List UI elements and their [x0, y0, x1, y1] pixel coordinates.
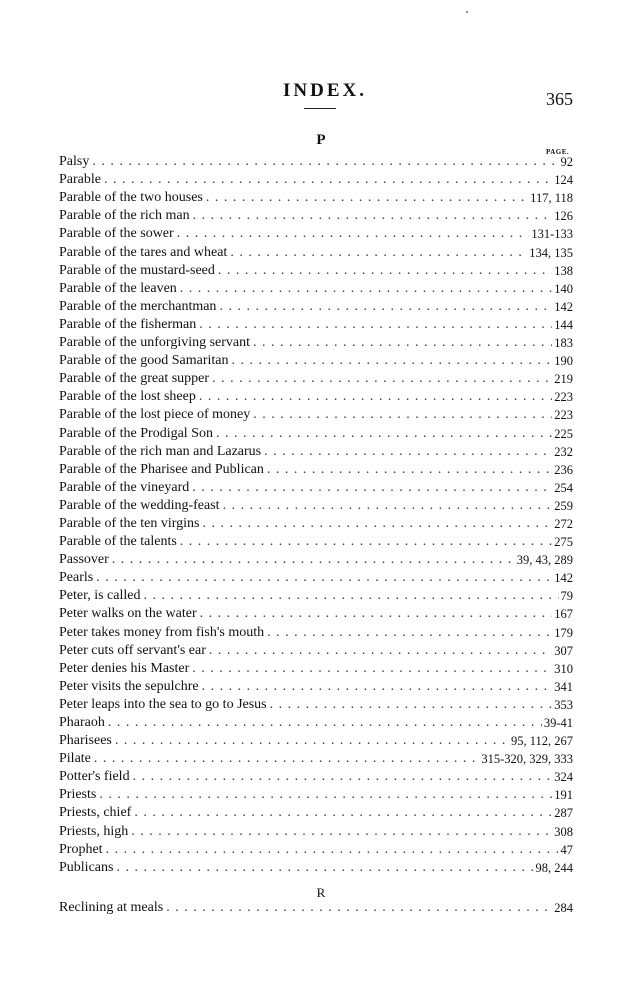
index-term: Peter cuts off servant's ear — [59, 642, 206, 658]
dot-leader — [177, 226, 530, 242]
index-term: Priests, chief — [59, 805, 132, 821]
index-page-refs: 232 — [554, 444, 573, 459]
index-page-refs: 191 — [554, 788, 573, 803]
dot-leader — [267, 625, 552, 641]
index-entry — [59, 568, 573, 586]
dot-leader — [133, 769, 553, 785]
dot-leader — [143, 588, 558, 604]
dot-leader — [253, 335, 552, 351]
dot-leader — [104, 172, 552, 188]
dot-leader — [134, 805, 552, 821]
index-entry — [59, 423, 573, 441]
index-page-refs: 223 — [554, 408, 573, 423]
index-entry — [59, 369, 573, 387]
index-term: Parable of the Pharisee and Publican — [59, 461, 264, 477]
index-entry — [59, 224, 573, 242]
section-letter-r: R — [316, 885, 326, 900]
index-term: Peter, is called — [59, 588, 141, 604]
index-term: Parable of the great supper — [59, 371, 210, 387]
dot-leader — [115, 733, 509, 749]
index-page-refs: 275 — [554, 535, 573, 550]
index-entry — [59, 604, 573, 622]
index-term: Parable of the sower — [59, 226, 174, 242]
page-column-header: PAGE. — [546, 148, 570, 156]
index-term: Parable of the unforgiving servant — [59, 335, 251, 351]
dot-leader — [232, 353, 553, 369]
index-term: Parable of the two houses — [59, 190, 203, 206]
dot-leader — [180, 281, 552, 297]
index-page-refs: 307 — [554, 643, 573, 658]
dot-leader — [106, 842, 559, 858]
index-entry — [59, 767, 573, 785]
index-term: Parable of the good Samaritan — [59, 353, 229, 369]
index-entry — [59, 514, 573, 532]
index-term: Pharaoh — [59, 715, 105, 730]
dot-leader — [264, 444, 552, 460]
index-term: Peter takes money from fish's mouth — [59, 624, 265, 640]
index-entry — [59, 460, 573, 478]
index-entry — [59, 749, 573, 767]
index-entry — [59, 695, 573, 713]
index-term: Parable of the rich man and Lazarus — [59, 443, 262, 459]
index-entry — [59, 261, 573, 279]
index-term: Parable of the talents — [59, 534, 177, 550]
index-entry — [59, 242, 573, 260]
index-term: Parable of the mustard-seed — [59, 262, 215, 278]
dot-leader — [96, 570, 552, 586]
index-entry — [59, 858, 573, 876]
section-letter-p: P — [316, 132, 326, 148]
index-term: Parable of the fisherman — [59, 316, 197, 332]
index-entry — [59, 532, 573, 550]
index-page-refs: 219 — [554, 372, 573, 387]
dot-leader — [180, 534, 552, 550]
index-entry — [59, 840, 573, 858]
dot-leader — [218, 263, 552, 279]
index-page-refs: 341 — [554, 679, 573, 694]
index-page-refs: 126 — [554, 209, 573, 224]
index-term: Peter visits the sepulchre — [59, 678, 199, 694]
index-term: Potter's field — [59, 769, 130, 785]
dot-leader — [203, 516, 553, 532]
index-term: Pharisees — [59, 733, 112, 749]
index-page-refs: 324 — [554, 770, 573, 785]
dot-leader — [112, 552, 515, 568]
index-page-refs: 272 — [554, 516, 573, 531]
index-term: Pilate — [59, 751, 91, 767]
index-page-refs: 236 — [554, 462, 573, 477]
index-entry — [59, 785, 573, 803]
index-page-refs: 254 — [554, 480, 573, 495]
dot-leader — [206, 190, 528, 206]
index-entry — [59, 898, 573, 916]
index-page-refs: 39, 43, 289 — [516, 553, 573, 568]
dot-leader — [193, 208, 553, 224]
index-page-refs: 167 — [554, 607, 573, 622]
dot-leader — [131, 824, 552, 840]
index-page-refs: 124 — [554, 173, 573, 188]
index-entry — [59, 821, 573, 839]
index-entry — [59, 677, 573, 695]
index-term: Parable of the rich man — [59, 208, 190, 224]
index-page-refs: 144 — [554, 317, 573, 332]
index-term: Parable of the merchantman — [59, 298, 217, 314]
dot-leader — [108, 715, 542, 731]
index-page-refs: 183 — [554, 336, 573, 351]
index-page-refs: 190 — [554, 354, 573, 369]
dot-leader — [199, 389, 552, 405]
index-entry — [59, 550, 573, 568]
index-entry — [59, 659, 573, 677]
index-page-refs: 117, 118 — [530, 191, 573, 206]
dot-leader — [223, 498, 553, 514]
dot-leader — [219, 299, 552, 315]
index-entry — [59, 731, 573, 749]
index-page-refs: 353 — [554, 697, 573, 712]
index-entry — [59, 641, 573, 659]
index-page-refs: 225 — [554, 426, 573, 441]
page-number: 365 — [546, 89, 573, 109]
index-entry — [59, 279, 573, 297]
index-term: Priests — [59, 787, 97, 803]
index-term: Publicans — [59, 859, 114, 875]
index-page-refs: 179 — [554, 625, 573, 640]
index-page-refs: 98, 244 — [535, 860, 573, 875]
index-term: Peter denies his Master — [59, 660, 190, 676]
index-entry — [59, 206, 573, 224]
dot-leader — [267, 462, 552, 478]
dot-leader — [192, 480, 552, 496]
index-entry — [59, 496, 573, 514]
index-entry — [59, 478, 573, 496]
index-term: Reclining at meals — [59, 900, 164, 916]
index-entry — [59, 351, 573, 369]
index-term: Parable — [59, 172, 101, 188]
index-term: Peter leaps into the sea to go to Jesus — [59, 696, 267, 712]
index-term: Palsy — [59, 154, 90, 170]
index-term: Parable of the lost sheep — [59, 389, 196, 405]
index-page-refs: 95, 112, 267 — [510, 734, 573, 749]
index-page-refs: 134, 135 — [529, 245, 573, 260]
index-entry — [59, 170, 573, 188]
index-term: Peter walks on the water — [59, 606, 197, 622]
index-page-refs: 92 — [560, 155, 573, 170]
title-rule — [304, 108, 336, 109]
index-term: Parable of the leaven — [59, 280, 177, 296]
dot-leader — [92, 154, 558, 170]
index-entry — [59, 713, 573, 731]
index-page-refs: 259 — [554, 498, 573, 513]
dot-leader — [209, 643, 552, 659]
index-entry — [59, 405, 573, 423]
dot-leader — [270, 697, 553, 713]
index-page-refs: 39-41 — [543, 716, 573, 730]
dot-leader — [253, 407, 552, 423]
index-entry — [59, 152, 573, 170]
index-entry — [59, 315, 573, 333]
dot-leader — [212, 371, 552, 387]
index-entry — [59, 442, 573, 460]
dot-leader — [199, 317, 552, 333]
index-term: Prophet — [59, 841, 103, 857]
index-page-refs: 310 — [554, 661, 573, 676]
dot-leader — [94, 751, 479, 767]
index-entry — [59, 387, 573, 405]
index-page-refs: 142 — [554, 299, 573, 314]
index-term: Priests, high — [59, 823, 129, 839]
index-term: Pearls — [59, 570, 94, 586]
index-page-refs: 308 — [554, 824, 573, 839]
index-term: Parable of the lost piece of money — [59, 407, 251, 423]
dot-leader — [200, 606, 553, 622]
index-term: Parable of the wedding-feast — [59, 497, 220, 513]
index-list-p — [59, 152, 573, 876]
index-entry — [59, 297, 573, 315]
index-page-refs: 140 — [554, 281, 573, 296]
index-page-refs: 284 — [554, 901, 573, 916]
index-page-refs: 142 — [554, 571, 573, 586]
index-term: Parable of the tares and wheat — [59, 244, 228, 260]
index-list-r — [59, 898, 573, 916]
index-entry — [59, 622, 573, 640]
index-page-refs: 223 — [554, 390, 573, 405]
index-term: Parable of the ten virgins — [59, 515, 200, 531]
dot-leader — [202, 679, 553, 695]
dot-leader — [166, 900, 552, 916]
index-term: Parable of the Prodigal Son — [59, 425, 213, 441]
index-entry — [59, 188, 573, 206]
index-term: Parable of the vineyard — [59, 479, 190, 495]
index-page-refs: 47 — [560, 842, 573, 857]
index-page-refs: 138 — [554, 263, 573, 278]
index-entry — [59, 803, 573, 821]
dot-leader — [99, 787, 552, 803]
index-page-refs: 79 — [560, 589, 573, 604]
index-page-refs: 315-320, 329, 333 — [481, 752, 573, 767]
page-title: INDEX. — [283, 80, 367, 101]
dot-leader — [116, 860, 533, 876]
ink-speck — [466, 11, 468, 13]
index-entry — [59, 333, 573, 351]
index-term: Passover — [59, 552, 109, 568]
index-page-refs: 287 — [554, 806, 573, 821]
index-entry — [59, 586, 573, 604]
index-page-refs: 131-133 — [531, 227, 573, 242]
dot-leader — [216, 426, 552, 442]
dot-leader — [192, 661, 552, 677]
dot-leader — [230, 245, 527, 261]
